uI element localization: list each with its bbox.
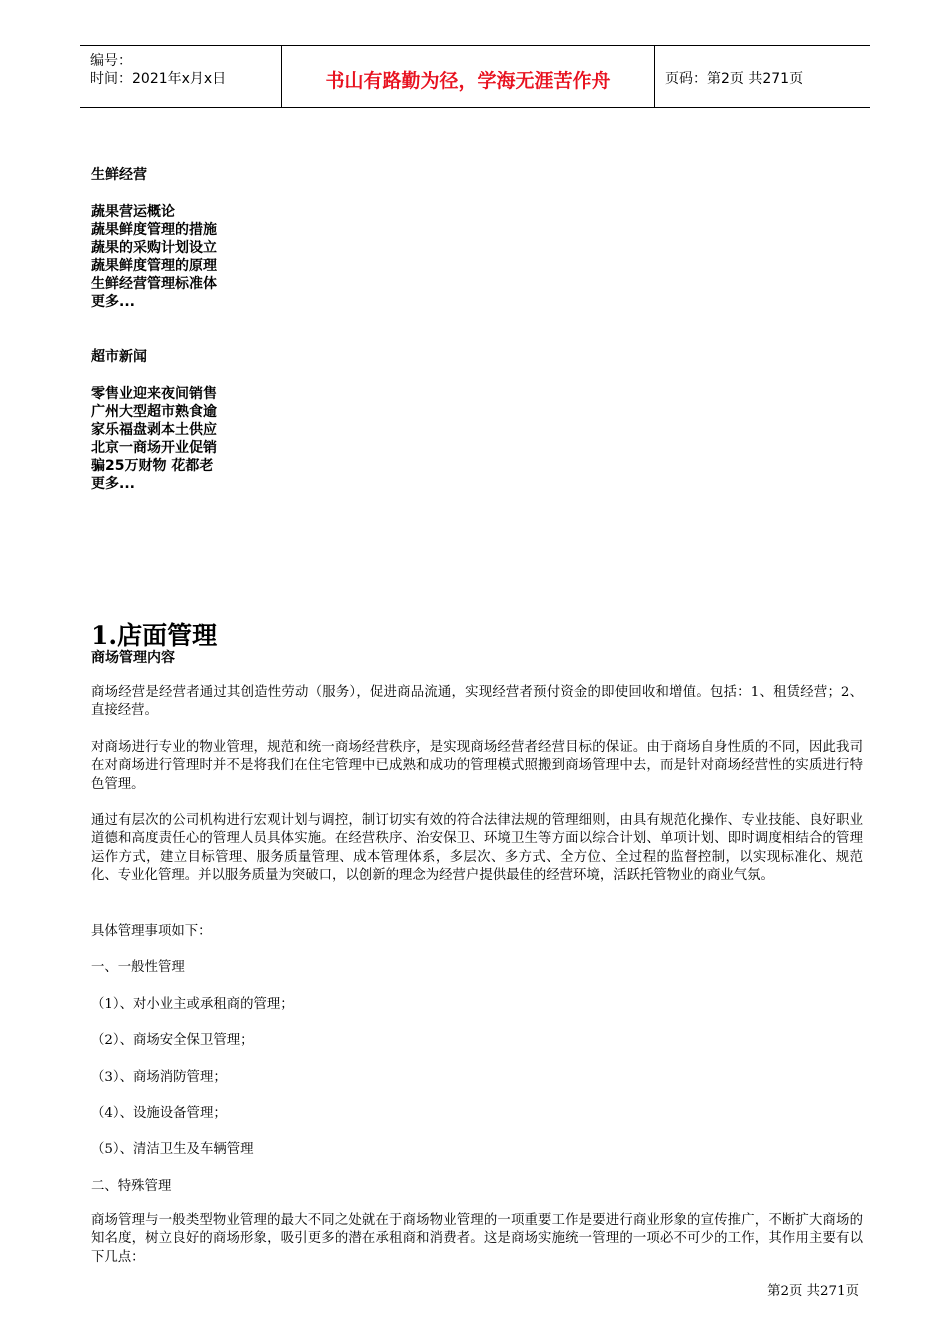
fresh-title: 生鲜经营 (91, 167, 147, 183)
header-meta-cell (80, 46, 280, 107)
paragraph: 商场管理与一般类型物业管理的最大不同之处就在于商场物业管理的一项重要工作是要进行商业形象的宣传推广，不断扩大商场的知名度，树立良好的商场形象，吸引更多的潜在承租商和消费者。这是商场实施统一管理的一项必不可少的工作，其作用主要有以下几点： (91, 1213, 863, 1265)
list-line: 二、特殊管理 (91, 1179, 172, 1194)
list-line: （5）、清洁卫生及车辆管理 (91, 1142, 254, 1157)
section-subheading: 商场管理内容 (91, 650, 175, 666)
fresh-more-link[interactable]: 更多... (91, 294, 135, 310)
page-header (80, 45, 870, 108)
news-link[interactable]: 广州大型超市熟食逾 (91, 404, 217, 420)
header-page-info: 页码：第2页 共271页 (665, 71, 804, 87)
list-line: （4）、设施设备管理； (91, 1106, 227, 1121)
fresh-links (91, 203, 217, 311)
news-links (91, 385, 217, 493)
news-section (91, 348, 147, 366)
fresh-link[interactable]: 蔬果鲜度管理的原理 (91, 258, 217, 274)
paragraph: 商场经营是经营者通过其创造性劳动（服务），促进商品流通，实现经营者预付资金的即使回收和增值。包括：1、租赁经营；2、直接经营。 (91, 685, 863, 719)
news-title: 超市新闻 (91, 349, 147, 365)
doc-time-label: 时间：2021年x月x日 (90, 71, 227, 87)
news-link[interactable]: 零售业迎来夜间销售 (91, 386, 217, 402)
paragraph: 对商场进行专业的物业管理，规范和统一商场经营秩序，是实现商场经营者经营目标的保证。由于商场自身性质的不同，因此我司在对商场进行管理时并不是将我们在住宅管理中已成熟和成功的管理模式照搬到商场管理中去，而是针对商场经营性的实质进行特色管理。 (91, 740, 863, 792)
fresh-link[interactable]: 生鲜经营管理标准体 (91, 276, 217, 292)
news-more-link[interactable]: 更多... (91, 476, 135, 492)
fresh-link[interactable]: 蔬果鲜度管理的措施 (91, 222, 217, 238)
list-line: （1）、对小业主或承租商的管理； (91, 997, 294, 1012)
news-link[interactable]: 家乐福盘剥本土供应 (91, 422, 217, 438)
section-heading: 1.店面管理 (91, 621, 218, 650)
list-line: 具体管理事项如下： (91, 924, 212, 939)
news-link[interactable]: 北京一商场开业促销 (91, 440, 217, 456)
list-line: （2）、商场安全保卫管理； (91, 1033, 254, 1048)
paragraph: 通过有层次的公司机构进行宏观计划与调控，制订切实有效的符合法律法规的管理细则，由具有规范化操作、专业技能、良好职业道德和高度责任心的管理人员具体实施。在经营秩序、治安保卫、环境卫生等方面以综合计划、单项计划、即时调度相结合的管理运作方式，建立目标管理、服务质量管理、成本管理体系，多层次、多方式、全方位、全过程的监督控制，以实现标准化、规范化、专业化管理。并以服务质量为突破口，以创新的理念为经营户提供最佳的经营环境，活跃托管物业的商业气氛。 (91, 813, 863, 884)
list-line: 一、一般性管理 (91, 960, 185, 975)
fresh-link[interactable]: 蔬果营运概论 (91, 204, 175, 220)
fresh-link[interactable]: 蔬果的采购计划设立 (91, 240, 217, 256)
fresh-section (91, 166, 147, 184)
doc-number-label: 编号： (90, 53, 132, 69)
motto-text: 书山有路勤为径，学海无涯苦作舟 (325, 70, 611, 92)
page-footer: 第2页 共271页 (767, 1284, 859, 1299)
list-line: （3）、商场消防管理； (91, 1070, 227, 1085)
header-motto-cell (281, 46, 655, 107)
header-page-cell (655, 46, 870, 107)
news-link[interactable]: 骗25万财物 花都老 (91, 458, 214, 474)
